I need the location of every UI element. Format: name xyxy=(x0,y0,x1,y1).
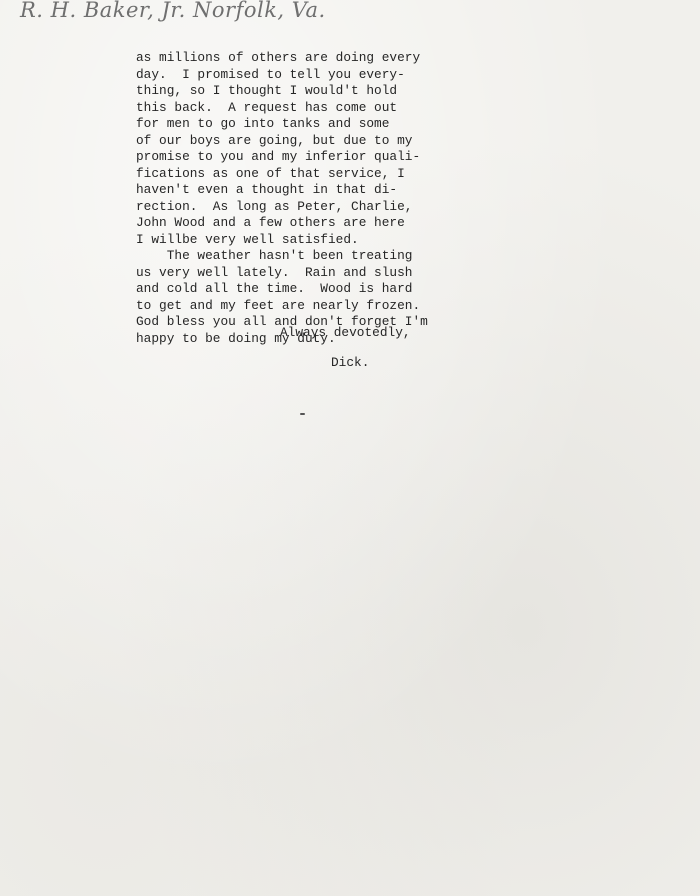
letter-line: for men to go into tanks and some xyxy=(136,116,390,131)
letter-line: and cold all the time. Wood is hard xyxy=(136,281,413,296)
letter-line: rection. As long as Peter, Charlie, xyxy=(136,198,413,214)
letter-closing: Always devotedly, xyxy=(280,325,411,340)
letter-line: John Wood and a few others are here xyxy=(136,215,405,230)
letter-line: day. I promised to tell you every- xyxy=(136,66,405,82)
letter-line: The weather hasn't been treating xyxy=(136,248,413,263)
letter-line: God bless you all and don't forget I'm xyxy=(136,314,428,329)
letter-line: promise to you and my inferior quali- xyxy=(136,149,421,164)
letter-line: this back. A request has come out xyxy=(136,99,398,115)
letter-line: happy to be doing my duty. xyxy=(136,330,336,346)
letter-line: of our boys are going, but due to my xyxy=(136,132,413,148)
letter-body xyxy=(136,50,476,347)
letter-line: thing, so I thought I would't hold xyxy=(136,83,398,98)
letter-line: fications as one of that service, I xyxy=(136,165,405,181)
letter-line: haven't even a thought in that di- xyxy=(136,182,398,197)
letter-line: I willbe very well satisfied. xyxy=(136,231,359,247)
letter-line: as millions of others are doing every xyxy=(136,50,421,65)
paper-speck xyxy=(300,413,305,415)
letter-line: to get and my feet are nearly frozen. xyxy=(136,297,421,313)
letter-line: us very well lately. Rain and slush xyxy=(136,264,413,280)
letter-signature: Dick. xyxy=(331,355,370,370)
handwritten-annotation: R. H. Baker, Jr. Norfolk, Va. xyxy=(20,0,326,22)
